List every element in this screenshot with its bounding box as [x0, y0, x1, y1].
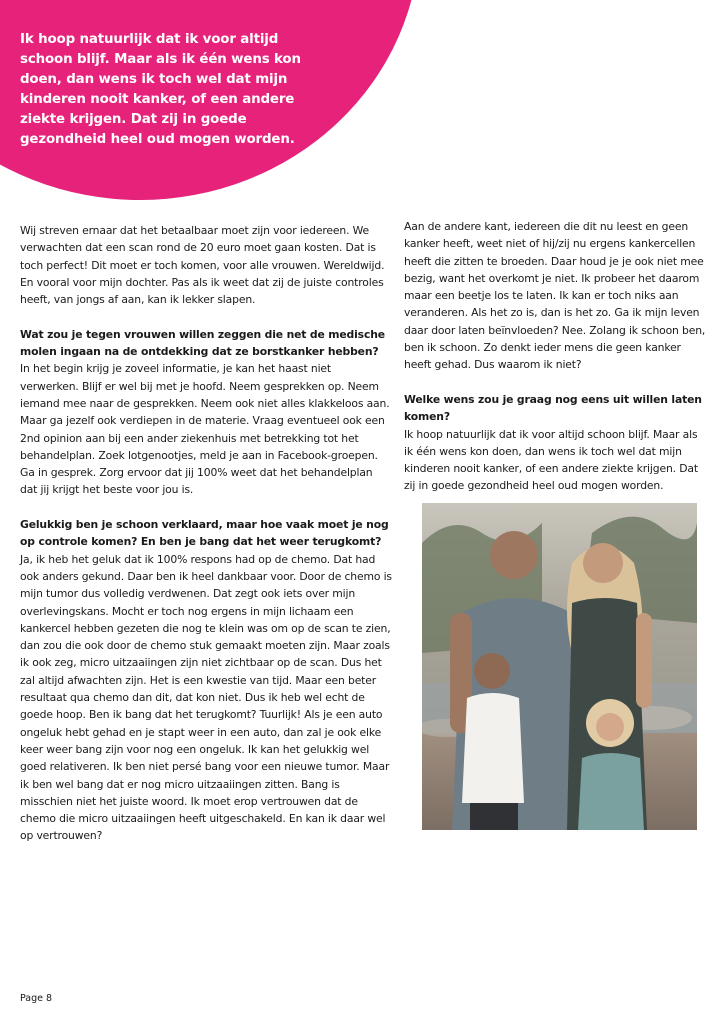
answer-checkups: Ja, ik heb het geluk dat ik 100% respons had op de chemo. Dat had ook anders gekund. Daar ben ik heel dankbaar voor. Door de chemo is mijn tumor dus volledig verdwenen. Dat zegt ook iets over mijn overlevingskans. Mocht er toch nog ergens in mijn lichaam een kankercel hebben gezeten die nog te klein was om op de scan te zien, dan zou die ook door de chemo stuk gemaakt moeten zijn. Maar zoals ik ook zeg, micro uitzaaiingen zijn niet zichtbaar op de scan. Dus het zal altijd afwachten zijn. Het is een kwestie van tijd. Maar een beter resultaat qua chemo dan dit, dat kon niet. Dus ik heb wel echt de goede hoop. Ben ik bang dat het terugkomt? Tuurlijk! Als je een auto ongeluk hebt gehad en je stapt weer in een auto, dan zal je ook elke keer weer bang zijn voor nog een ongeluk. Ik kan het gelukkig wel goed relativeren. Ik ben niet persé bang voor een nieuwe tumor. Maar ik ben wel bang dat er nog micro uitzaaiingen zitten. Bang is misschien niet het juiste woord. Ik moet erop vertrouwen dat de chemo die micro uitzaaiingen heeft uitgeschakeld. En kan ik daar wel op vertrouwen?: [20, 552, 392, 843]
pull-quote: Ik hoop natuurlijk dat ik voor altijd schoon blijf. Maar als ik één wens kon doen, dan wens ik toch wel dat mijn kinderen nooit kanker, of een andere ziekte krijgen. Dat zij in goede gezondheid heel oud mogen worden.: [20, 32, 301, 147]
question-wish: Welke wens zou je graag nog eens uit willen laten komen?: [404, 392, 702, 424]
answer-wish: Ik hoop natuurlijk dat ik voor altijd schoon blijf. Maar als ik één wens kon doen, dan wens ik toch wel dat mijn kinderen nooit kanker, of een andere ziekte krijgen. Dat zij in goede gezondheid heel oud mogen worden.: [404, 427, 698, 493]
right-intro-paragraph: Aan de andere kant, iedereen die dit nu leest en geen kanker heeft, weet niet of hij/zij nu ergens kankercellen heeft die zitten te broeden. Daar houd je je ook niet mee bezig, want het overkomt je niet. Ik probeer het daarom maar een beetje los te laten. Ik kan er toch niks aan veranderen. Als het zo is, dan is het zo. Ga ik mijn leven daar door laten beïnvloeden? Nee. Zolang ik schoon ben, ben ik schoon. Zo denkt ieder mens die geen kanker heeft gehad. Dus waarom ik niet?: [404, 220, 706, 372]
question-checkups: Gelukkig ben je schoon verklaard, maar hoe vaak moet je nog op controle komen? En ben je bang dat het weer terugkomt?: [20, 518, 389, 549]
answer-advice: In het begin krijg je zoveel informatie, je kan het haast niet verwerken. Blijf er wel bij met je hoofd. Neem gesprekken op. Neem iemand mee naar de gesprekken. Neem ook niet alles klakkeloos aan. Maar ga jezelf ook verdiepen in de materie. Vraag eventueel ook een 2nd opinion aan bij een ander ziekenhuis met betrekking tot het behandelplan. Zoek lotgenootjes, meld je aan in Facebook-groepen. Ga in gesprek. Zorg ervoor dat jij 100% weet dat het behandelplan dat jij krijgt het beste voor jou is.: [20, 362, 390, 497]
right-column: [404, 218, 706, 495]
page-number: Page 8: [20, 993, 53, 1004]
left-column: [20, 222, 392, 845]
question-advice: Wat zou je tegen vrouwen willen zeggen die net de medische molen ingaan na de ontdekking dat ze borstkanker hebben?: [20, 327, 385, 359]
family-photo: [422, 503, 697, 830]
intro-paragraph: Wij streven ernaar dat het betaalbaar moet zijn voor iedereen. We verwachten dat een scan rond de 20 euro moet gaan kosten. Dat is toch perfect! Dit moet er toch komen, voor alle vrouwen. Wereldwijd. En vooral voor mijn dochter. Pas als ik weet dat zij de juiste controles heeft, van jongs af aan, kan ik lekker slapen.: [20, 224, 385, 307]
